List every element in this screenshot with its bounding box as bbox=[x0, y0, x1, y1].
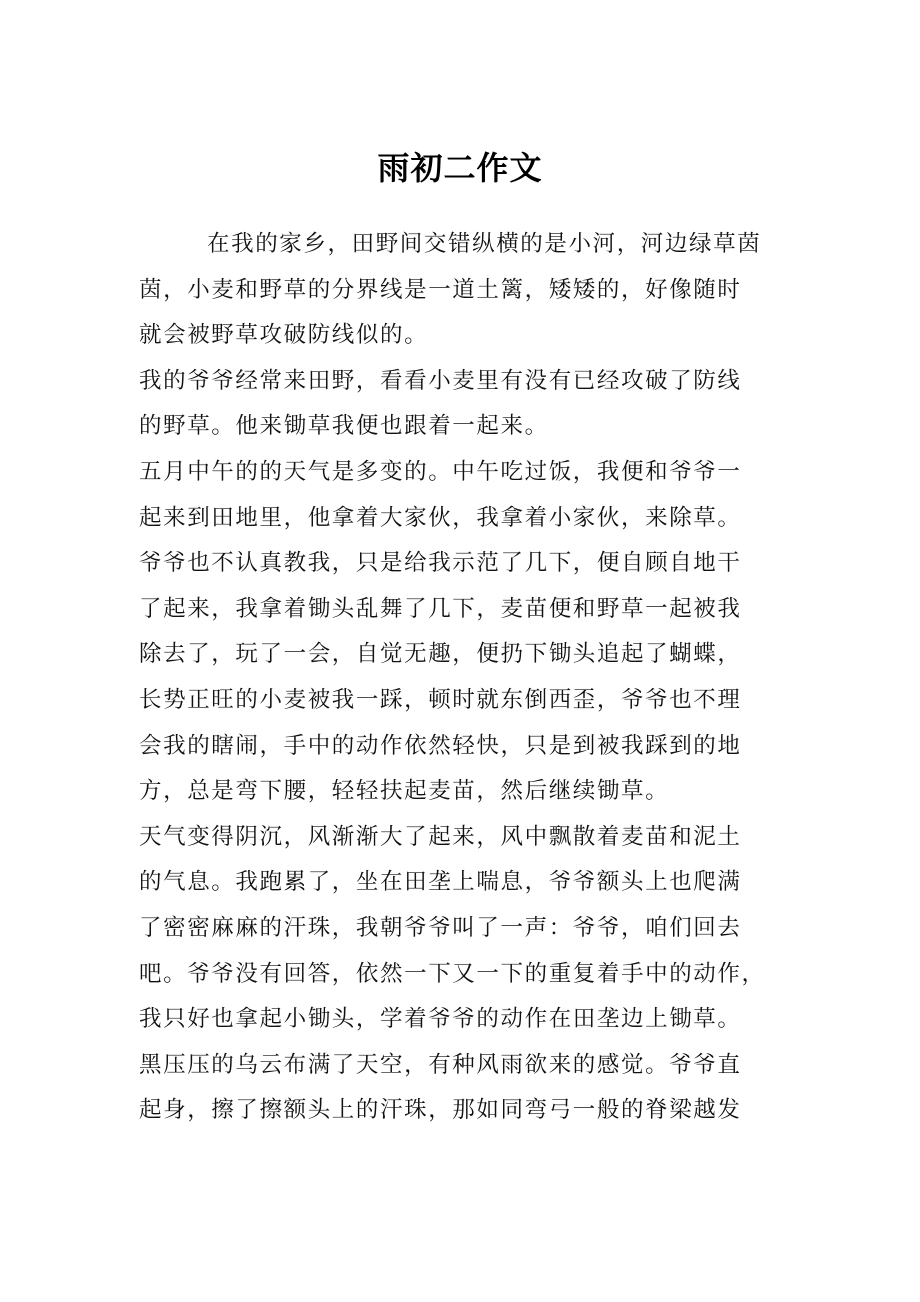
text-line: 爷爷也不认真教我，只是给我示范了几下，便自顾自地干 bbox=[139, 550, 742, 577]
paragraph-5 bbox=[139, 1043, 779, 1134]
text-line: 除去了，玩了一会，自觉无趣，便扔下锄头追起了蝴蝶， bbox=[139, 641, 742, 668]
text-line: 黑压压的乌云布满了天空，有种风雨欲来的感觉。爷爷直 bbox=[139, 1051, 742, 1078]
document-body bbox=[139, 222, 779, 1134]
text-line: 我的爷爷经常来田野，看看小麦里有没有已经攻破了防线 bbox=[139, 367, 742, 394]
text-line: 就会被野草攻破防线似的。 bbox=[139, 322, 429, 349]
text-line: 方，总是弯下腰，轻轻扶起麦苗，然后继续锄草。 bbox=[139, 778, 670, 805]
text-line: 会我的瞎闹，手中的动作依然轻快，只是到被我踩到的地 bbox=[139, 732, 742, 759]
text-line: 五月中午的的天气是多变的。中午吃过饭，我便和爷爷一 bbox=[139, 458, 742, 485]
text-line: 茵，小麦和野草的分界线是一道土篱，矮矮的，好像随时 bbox=[139, 276, 742, 303]
text-line: 在我的家乡，田野间交错纵横的是小河，河边绿草茵 bbox=[207, 231, 762, 257]
text-line: 我只好也拿起小锄头，学着爷爷的动作在田垄边上锄草。 bbox=[139, 1006, 742, 1033]
text-line: 起来到田地里，他拿着大家伙，我拿着小家伙，来除草。 bbox=[139, 504, 742, 531]
paragraph-2 bbox=[139, 359, 779, 450]
document-title: 雨初二作文 bbox=[377, 149, 543, 187]
text-line: 的气息。我跑累了，坐在田垄上喘息，爷爷额头上也爬满 bbox=[139, 869, 742, 896]
text-line: 了起来，我拿着锄头乱舞了几下，麦苗便和野草一起被我 bbox=[139, 595, 742, 622]
text-line: 了密密麻麻的汗珠，我朝爷爷叫了一声：爷爷，咱们回去 bbox=[139, 914, 742, 941]
text-line: 吧。爷爷没有回答，依然一下又一下的重复着手中的动作， bbox=[139, 960, 766, 987]
paragraph-4 bbox=[139, 815, 779, 1043]
text-line: 长势正旺的小麦被我一踩，顿时就东倒西歪，爷爷也不理 bbox=[139, 686, 742, 713]
text-line: 的野草。他来锄草我便也跟着一起来。 bbox=[139, 413, 549, 440]
paragraph-3 bbox=[139, 450, 779, 815]
paragraph-1 bbox=[139, 222, 779, 359]
text-line: 天气变得阴沉，风渐渐大了起来，风中飘散着麦苗和泥土 bbox=[139, 823, 742, 850]
text-line: 起身，擦了擦额头上的汗珠，那如同弯弓一般的脊梁越发 bbox=[139, 1097, 742, 1124]
